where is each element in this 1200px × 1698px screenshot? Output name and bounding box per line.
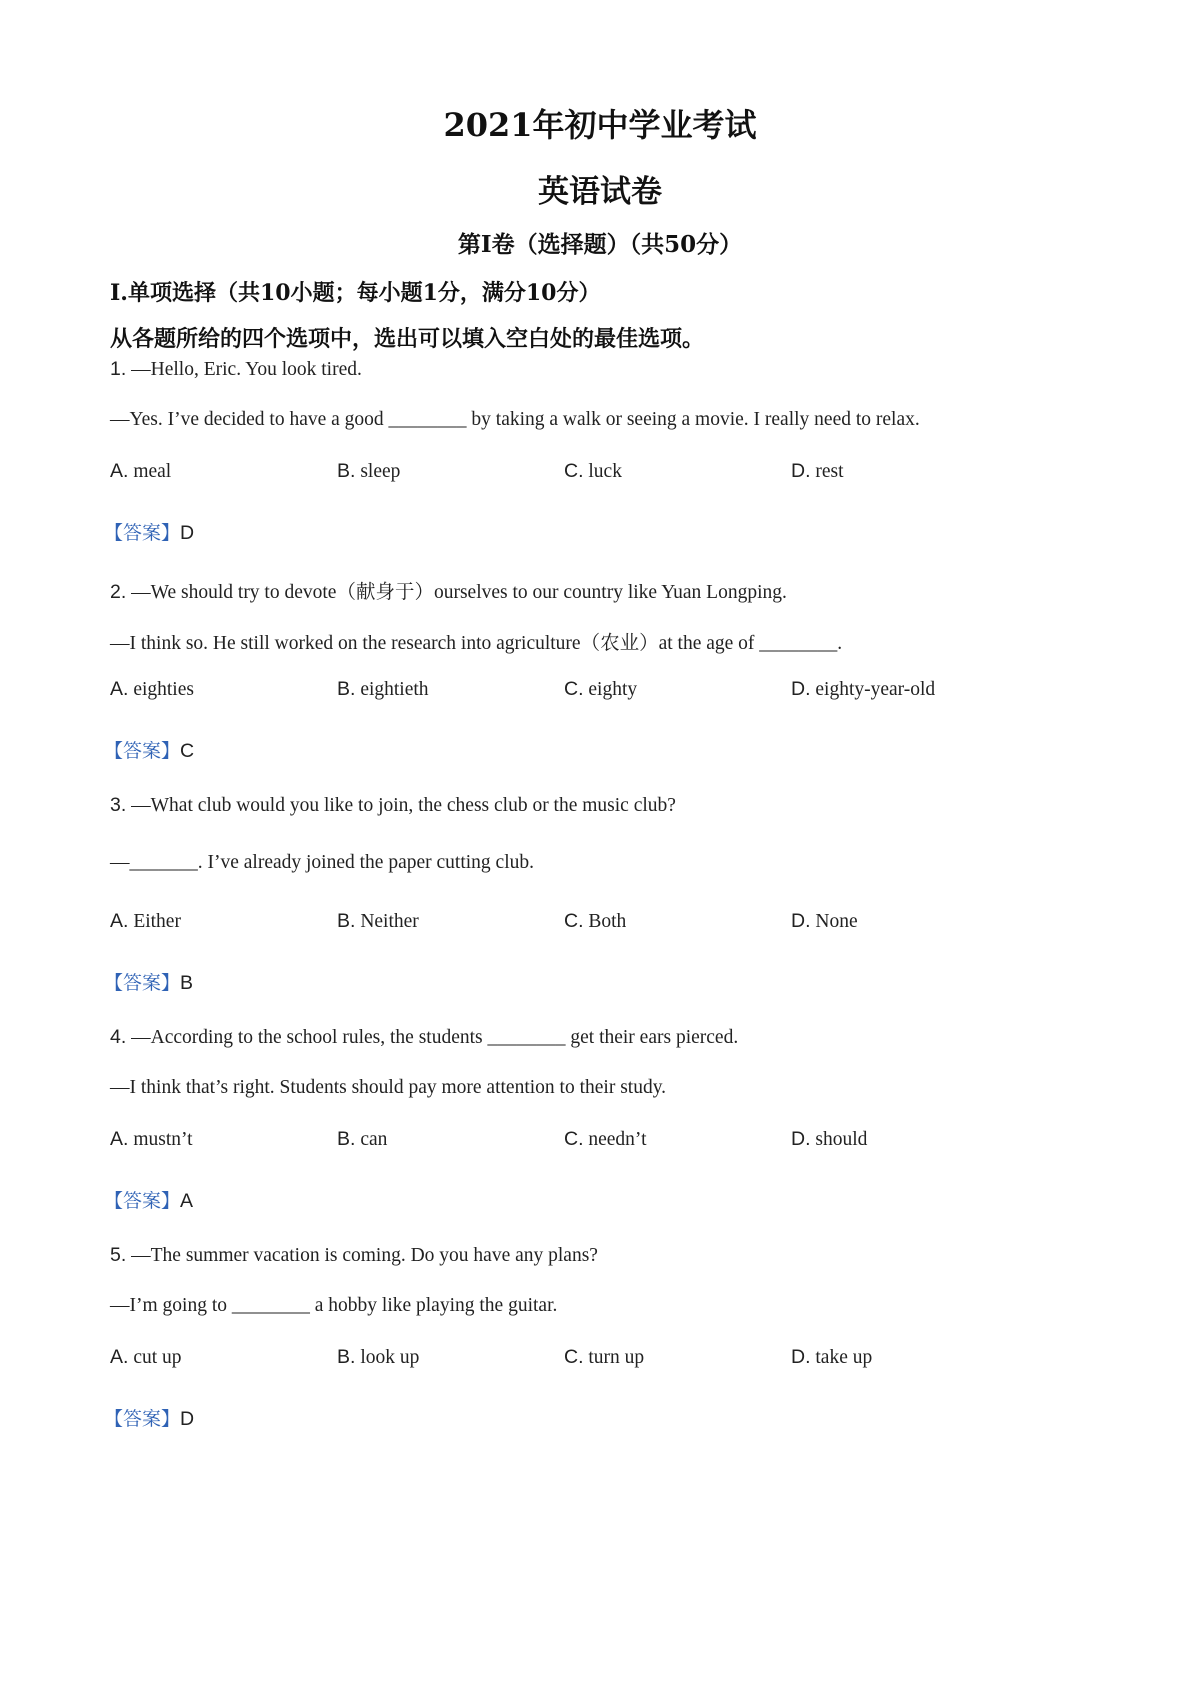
option-b <box>337 1128 387 1151</box>
option-b <box>337 460 400 483</box>
question-prompt <box>110 1244 598 1267</box>
option-text: eightieth <box>360 679 429 700</box>
option-letter: A. <box>110 1128 129 1150</box>
option-text: cut up <box>133 1347 182 1368</box>
question-response-line: —_______. I’ve already joined the paper cutting club. <box>110 852 534 873</box>
answer-label: 【答案】 <box>104 972 181 994</box>
option-b <box>337 910 419 933</box>
answer-value: D <box>180 1408 195 1430</box>
question-response-line: —I’m going to ________ a hobby like playing the guitar. <box>110 1295 558 1316</box>
answer-value: B <box>180 972 194 994</box>
option-text: should <box>815 1129 868 1150</box>
question-line: —Hello, Eric. You look tired. <box>131 359 362 380</box>
option-d <box>791 910 858 933</box>
option-b <box>337 678 429 701</box>
option-a <box>110 460 171 483</box>
option-letter: D. <box>791 678 811 700</box>
question-line: —According to the school rules, the students ________ get their ears pierced. <box>131 1027 739 1048</box>
option-letter: A. <box>110 678 129 700</box>
option-letter: B. <box>337 1128 356 1150</box>
question-number: 4. <box>110 1026 127 1048</box>
option-text: eighties <box>133 679 194 700</box>
option-a <box>110 910 181 933</box>
answer-row <box>104 736 194 763</box>
option-letter: C. <box>564 910 584 932</box>
question-prompt <box>110 358 362 381</box>
question-number: 3. <box>110 794 127 816</box>
option-letter: A. <box>110 1346 129 1368</box>
question-line: —We should try to devote（献身于）ourselves to our country like Yuan Longping. <box>131 582 787 603</box>
exam-subtitle: 英语试卷 <box>538 174 662 210</box>
option-c <box>564 678 637 701</box>
answer-label: 【答案】 <box>104 740 181 762</box>
question-response-line: —I think that’s right. Students should pay more attention to their study. <box>110 1077 667 1098</box>
option-a <box>110 1128 193 1151</box>
question-prompt <box>110 794 676 817</box>
part-heading: 第Ⅰ卷（选择题）（共50分） <box>457 231 743 258</box>
section-instruction: 从各题所给的四个选项中，选出可以填入空白处的最佳选项。 <box>110 326 705 352</box>
option-text: can <box>360 1129 388 1150</box>
option-text: rest <box>815 461 844 482</box>
option-letter: D. <box>791 460 811 482</box>
option-text: Either <box>133 911 181 932</box>
option-text: sleep <box>360 461 401 482</box>
option-d <box>791 460 844 483</box>
answer-value: C <box>180 740 195 762</box>
question-prompt <box>110 1026 738 1049</box>
option-text: Neither <box>360 911 419 932</box>
exam-title: 2021年初中学业考试 <box>443 106 757 144</box>
answer-row <box>104 1404 194 1431</box>
option-text: mustn’t <box>133 1129 193 1150</box>
option-d <box>791 1346 872 1369</box>
option-text: eighty-year-old <box>815 679 936 700</box>
answer-row <box>104 968 193 995</box>
answer-label: 【答案】 <box>104 1408 181 1430</box>
option-c <box>564 1346 644 1369</box>
question-response-line: —I think so. He still worked on the research into agriculture（农业）at the age of ________. <box>110 633 843 654</box>
option-letter: D. <box>791 1346 811 1368</box>
answer-value: A <box>180 1190 194 1212</box>
option-letter: A. <box>110 460 129 482</box>
option-letter: C. <box>564 1346 584 1368</box>
option-text: eighty <box>588 679 638 700</box>
option-d <box>791 1128 867 1151</box>
option-letter: C. <box>564 678 584 700</box>
option-letter: B. <box>337 460 356 482</box>
question-number: 2. <box>110 581 127 603</box>
answer-row <box>104 518 194 545</box>
option-letter: B. <box>337 910 356 932</box>
option-c <box>564 1128 647 1151</box>
question-response-line: —Yes. I’ve decided to have a good ________ by taking a walk or seeing a movie. I really need to relax. <box>110 409 920 430</box>
answer-value: D <box>180 522 195 544</box>
option-letter: C. <box>564 1128 584 1150</box>
option-text: look up <box>360 1347 420 1368</box>
section-heading: Ⅰ.单项选择（共10小题；每小题1分，满分10分） <box>110 280 601 306</box>
option-letter: C. <box>564 460 584 482</box>
answer-label: 【答案】 <box>104 1190 181 1212</box>
question-prompt <box>110 576 787 604</box>
answer-label: 【答案】 <box>104 522 181 544</box>
option-a <box>110 1346 182 1369</box>
option-text: luck <box>588 461 622 482</box>
option-letter: B. <box>337 678 356 700</box>
question-number: 5. <box>110 1244 127 1266</box>
option-c <box>564 460 622 483</box>
option-text: turn up <box>588 1347 645 1368</box>
option-text: take up <box>815 1347 873 1368</box>
question-line: —What club would you like to join, the chess club or the music club? <box>131 795 676 816</box>
option-text: meal <box>133 461 172 482</box>
option-letter: B. <box>337 1346 356 1368</box>
answer-row <box>104 1186 193 1213</box>
option-letter: A. <box>110 910 129 932</box>
option-text: Both <box>588 911 627 932</box>
question-line: —The summer vacation is coming. Do you have any plans? <box>131 1245 598 1266</box>
option-c <box>564 910 626 933</box>
option-d <box>791 678 935 701</box>
option-a <box>110 678 194 701</box>
question-number: 1. <box>110 358 127 380</box>
option-text: None <box>815 911 858 932</box>
option-text: needn’t <box>588 1129 647 1150</box>
option-letter: D. <box>791 910 811 932</box>
option-letter: D. <box>791 1128 811 1150</box>
option-b <box>337 1346 419 1369</box>
